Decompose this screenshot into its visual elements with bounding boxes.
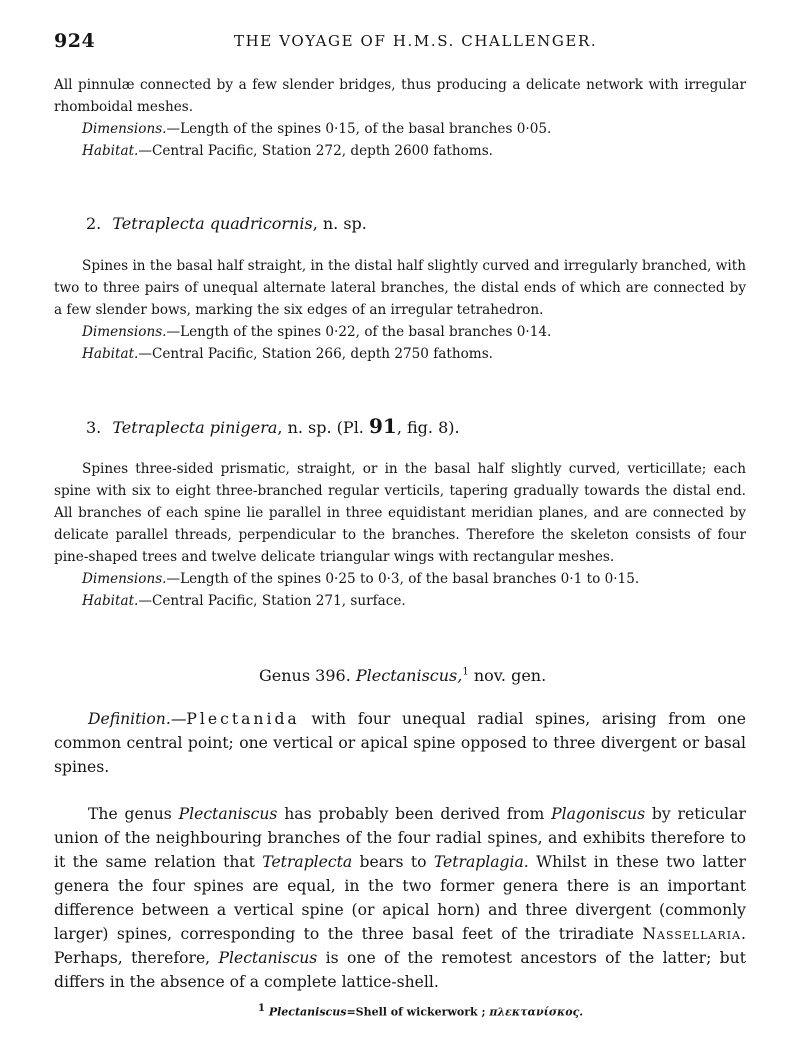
discussion-text-1: The genus <box>88 805 179 823</box>
dimensions-text: —Length of the spines 0·15, of the basal branches 0·05. <box>166 121 552 137</box>
discussion-text-7: is one of the remotest ancestors of the latter; but differs in the absence of a complete lattice-shell. <box>54 949 746 991</box>
dimensions-label: Dimensions. <box>82 324 167 340</box>
species-3-habitat <box>54 590 746 612</box>
family-name: Plectanida <box>186 710 300 728</box>
genus-heading <box>259 666 546 685</box>
figure-reference: , fig. 8). <box>396 418 460 437</box>
genus-name-plectaniscus-2: Plectaniscus <box>218 949 318 967</box>
plate-number: 91 <box>368 414 397 438</box>
dimensions-text: —Length of the spines 0·25 to 0·3, of the basal branches 0·1 to 0·15. <box>166 571 640 587</box>
habitat-text: —Central Pacific, Station 272, depth 2600 fathoms. <box>138 143 493 159</box>
previous-species-continuation <box>54 74 746 162</box>
habitat-label: Habitat. <box>82 346 139 362</box>
species-2-name: Tetraplecta quadricornis <box>112 214 313 233</box>
habitat-line <box>54 140 746 162</box>
species-3-body <box>54 458 746 612</box>
page-header <box>54 30 754 54</box>
species-2-dimensions <box>54 321 746 343</box>
habitat-text: —Central Pacific, Station 271, surface. <box>138 593 406 609</box>
habitat-text: —Central Pacific, Station 266, depth 2750 fathoms. <box>138 346 493 362</box>
footnote <box>258 1003 583 1019</box>
genus-name-tetraplagia: Tetraplagia <box>433 853 524 871</box>
genus-name-plagoniscus: Plagoniscus <box>551 805 646 823</box>
footnote-text: =Shell of wickerwork ; <box>346 1005 490 1019</box>
dimensions-label: Dimensions. <box>82 571 167 587</box>
running-title: THE VOYAGE OF H.M.S. CHALLENGER. <box>234 32 598 50</box>
habitat-label: Habitat. <box>82 593 139 609</box>
species-2-description: Spines in the basal half straight, in the distal half slightly curved and irregularly branched, with two to three pairs of unequal alternate lateral branches, the distal ends of which are connected by a few slender bows, marking the six edges of an irregular tetrahedron. <box>54 258 746 318</box>
dimensions-text: —Length of the spines 0·22, of the basal branches 0·14. <box>166 324 552 340</box>
species-3-suffix: , n. sp. (Pl. <box>277 418 369 437</box>
footnote-reference: 1 <box>462 666 469 678</box>
discussion-text-3: by reticular union of the neighbouring branches of the four radial spines, and exhibits therefore to it the same relation that <box>54 805 746 871</box>
discussion-text-6: . Perhaps, therefore, <box>54 925 746 967</box>
dimensions-line <box>54 118 746 140</box>
footnote-greek: πλεκτανίσκος. <box>489 1005 584 1019</box>
genus-name: Plectaniscus, <box>355 666 463 685</box>
definition-paragraph <box>54 707 746 779</box>
genus-name-tetraplecta: Tetraplecta <box>262 853 353 871</box>
species-3-dimensions <box>54 568 746 590</box>
species-2-number: 2. <box>86 214 102 233</box>
genus-name-plectaniscus: Plectaniscus <box>178 805 278 823</box>
habitat-label: Habitat. <box>82 143 139 159</box>
discussion-text-5: . Whilst in these two latter genera the four spines are equal, in the two former genera there is an important difference between a vertical spine (or apical horn) and three divergent (commonly larger) spines, corresponding to the three basal feet of the triradiate <box>54 853 746 943</box>
species-3-name: Tetraplecta pinigera <box>112 418 278 437</box>
species-3-heading <box>86 414 460 438</box>
genus-definition <box>54 707 746 779</box>
discussion-text-2: has probably been derived from <box>277 805 552 823</box>
genus-prefix: Genus 396. <box>259 666 356 685</box>
genus-discussion <box>54 802 746 994</box>
species-2-body <box>54 255 746 365</box>
definition-dash: — <box>170 710 187 728</box>
discussion-paragraph <box>54 802 746 994</box>
species-2-habitat <box>54 343 746 365</box>
page-number: 924 <box>54 30 96 52</box>
definition-text: with four unequal radial spines, arising from one common central point; one vertical or apical spine opposed to three divergent or basal spines. <box>54 710 746 776</box>
continuation-text: All pinnulæ connected by a few slender bridges, thus producing a delicate network with irregular rhomboidal meshes. <box>54 77 746 115</box>
order-name-nassellaria: Nassellaria <box>642 925 742 943</box>
genus-suffix: nov. gen. <box>468 666 547 685</box>
species-3-number: 3. <box>86 418 102 437</box>
definition-label: Definition. <box>88 710 171 728</box>
dimensions-label: Dimensions. <box>82 121 167 137</box>
species-2-heading <box>86 214 367 233</box>
species-3-description: Spines three-sided prismatic, straight, or in the basal half slightly curved, verticillate; each spine with six to eight three-branched regular verticils, tapering gradually towards the distal end. All branches of each spine lie parallel in three equidistant meridian planes, and are connected by delicate parallel threads, perpendicular to the branches. Therefore the skeleton consists of four pine-shaped trees and twelve delicate triangular wings with rectangular meshes. <box>54 461 746 565</box>
discussion-text-4: bears to <box>352 853 434 871</box>
footnote-mark: 1 <box>258 1003 265 1014</box>
species-2-suffix: , n. sp. <box>312 214 367 233</box>
footnote-term: Plectaniscus <box>268 1005 347 1019</box>
